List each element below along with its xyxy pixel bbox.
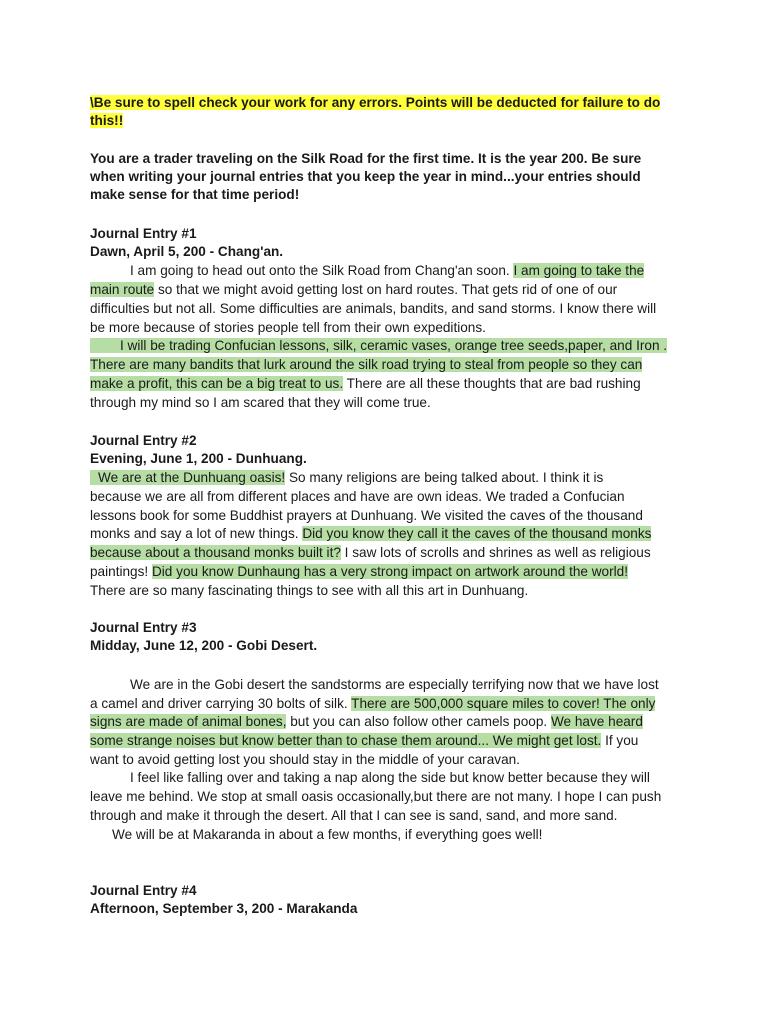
intro-line-2: when writing your journal entries that you keep the year in mind...your entries should	[90, 169, 641, 184]
entry3-text: but you can also follow other camels poop.	[286, 714, 551, 729]
warning-line-1	[90, 94, 660, 112]
entry1-line-7	[90, 375, 641, 393]
entry1-line-5	[90, 337, 667, 355]
entry3-highlight: signs are made of animal bones,	[90, 714, 287, 729]
entry1-highlight: I will be trading Confucian lessons, silk, ceramic vases, orange tree seeds,paper, and Iron .	[90, 338, 667, 353]
entry1-line-8: through my mind so I am scared that they will come true.	[90, 395, 431, 410]
entry1-text: so that we might avoid getting lost on hard routes. That gets rid of one of our	[154, 282, 618, 297]
entry1-highlight: make a profit, this can be a big treat to us.	[90, 376, 344, 391]
entry3-highlight: some strange noises but know better than to chase them around... We might get lost.	[90, 733, 602, 748]
entry3-heading: Journal Entry #3	[90, 620, 197, 635]
entry1-text: I am going to head out onto the Silk Road from Chang'an soon.	[130, 263, 514, 278]
entry2-highlight: because about a thousand monks built it?	[90, 545, 341, 560]
entry2-line-6	[90, 563, 628, 581]
entry3-line-7: leave me behind. We stop at small oasis occasionally,but there are not many. I hope I can push	[90, 789, 662, 804]
entry3-line-3	[90, 713, 643, 731]
entry3-line-8: through and make it through the desert. All that I can see is sand, sand, and more sand.	[90, 808, 618, 823]
warning-line-2	[90, 112, 123, 130]
entry2-highlight: We are at the Dunhuang oasis!	[90, 470, 285, 485]
warning-text-1: \Be sure to spell check your work for any errors. Points will be deducted for failure to do	[90, 95, 661, 110]
entry3-text: a camel and driver carrying 30 bolts of silk.	[90, 696, 352, 711]
entry1-highlight: There are many bandits that lurk around the silk road trying to steal from people so they can	[90, 357, 643, 372]
entry1-line-3: difficulties but not all. Some difficulties are animals, bandits, and sand storms. I know there will	[90, 301, 657, 316]
intro-line-1: You are a trader traveling on the Silk Road for the first time. It is the year 200. Be sure	[90, 151, 642, 166]
entry2-line-4	[90, 525, 651, 543]
entry4-date: Afternoon, September 3, 200 - Marakanda	[90, 901, 358, 916]
intro-line-3: make sense for that time period!	[90, 187, 300, 202]
entry2-text: So many religions are being talked about. I think it is	[285, 470, 604, 485]
entry2-line-1	[90, 469, 603, 487]
entry1-line-6	[90, 356, 642, 374]
entry3-highlight: We have heard	[550, 714, 643, 729]
warning-text-2: this!!	[90, 113, 124, 128]
entry1-heading: Journal Entry #1	[90, 226, 197, 241]
entry3-line-6: I feel like falling over and taking a nap along the side but know better because they will	[130, 770, 650, 785]
entry4-heading: Journal Entry #4	[90, 883, 197, 898]
entry1-line-1	[90, 262, 644, 280]
entry2-line-7: There are so many fascinating things to see with all this art in Dunhuang.	[90, 583, 529, 598]
entry2-line-2: because we are all from different places and have are own ideas. We traded a Confucian	[90, 489, 625, 504]
entry1-highlight: main route	[90, 282, 155, 297]
entry1-text: There are all these thoughts that are bad rushing	[343, 376, 641, 391]
entry3-line-4	[90, 732, 638, 750]
entry3-line-1: We are in the Gobi desert the sandstorms are especially terrifying now that we have lost	[130, 677, 659, 692]
entry2-text: monks and say a lot of new things.	[90, 526, 303, 541]
entry2-line-5	[90, 544, 651, 562]
entry3-text: If you	[601, 733, 639, 748]
entry2-date: Evening, June 1, 200 - Dunhuang.	[90, 451, 307, 466]
entry2-highlight: Did you know Dunhaung has a very strong impact on artwork around the world!	[151, 564, 629, 579]
entry1-line-4: be more because of stories people tell from their own expeditions.	[90, 320, 486, 335]
entry3-line-2	[90, 695, 655, 713]
entry2-line-3: lessons book for some Buddhist prayers at Dunhuang. We visited the caves of the thousand	[90, 508, 643, 523]
entry1-line-2	[90, 281, 617, 299]
entry2-heading: Journal Entry #2	[90, 433, 197, 448]
entry3-line-9: We will be at Makaranda in about a few months, if everything goes well!	[112, 827, 543, 842]
entry2-text: paintings!	[90, 564, 152, 579]
entry3-date: Midday, June 12, 200 - Gobi Desert.	[90, 638, 318, 653]
entry3-highlight: There are 500,000 square miles to cover! The only	[351, 696, 656, 711]
entry1-highlight: I am going to take the	[513, 263, 645, 278]
entry3-line-5: want to avoid getting lost you should stay in the middle of your caravan.	[90, 752, 520, 767]
entry1-date: Dawn, April 5, 200 - Chang'an.	[90, 244, 284, 259]
entry2-text: I saw lots of scrolls and shrines as well as religious	[340, 545, 651, 560]
entry2-highlight: Did you know they call it the caves of the thousand monks	[302, 526, 652, 541]
